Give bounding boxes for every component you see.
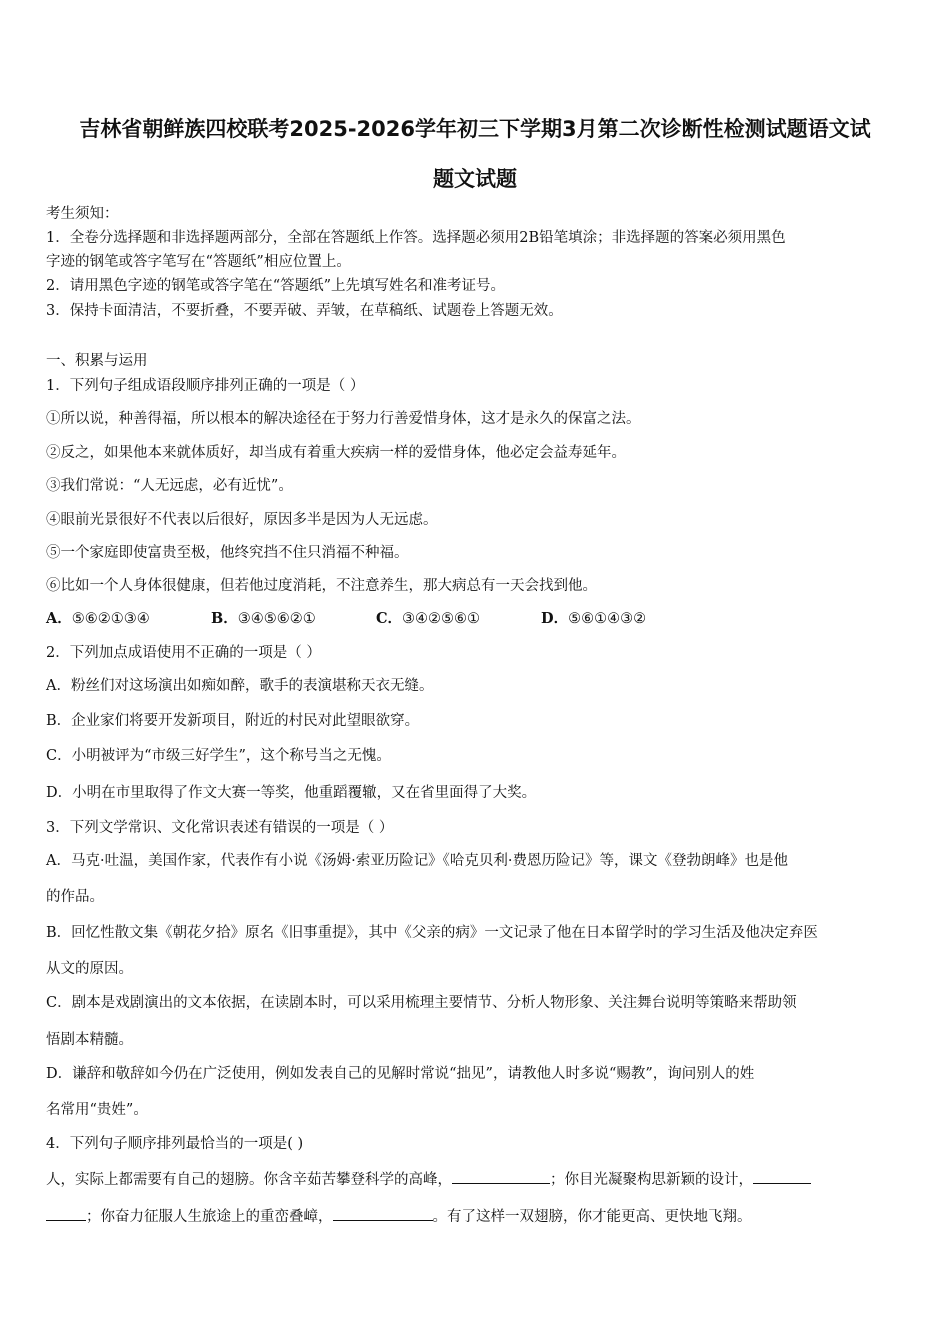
q1-option-b[interactable]: B．③④⑤⑥②① (211, 610, 316, 627)
q3-option-c-line1: C．剧本是戏剧演出的文本依据，在读剧本时，可以采用梳理主要情节、分析人物形象、关注舞台说明等策略来帮助领 (46, 995, 797, 1011)
notice-item-1a: 1．全卷分选择题和非选择题两部分，全部在答题纸上作答。选择题必须用2B铅笔填涂；非选择题的答案必须用黑色 (46, 230, 786, 246)
q4-passage-line1: 人，实际上都需要有自己的翅膀。你含辛茹苦攀登科学的高峰， ；你目光凝聚构思新颖的设计， (46, 1169, 811, 1189)
fill-blank-1[interactable] (452, 1169, 550, 1184)
q1-sentence-4: ④眼前光景很好不代表以后很好，原因多半是因为人无远虑。 (46, 512, 438, 528)
q1-sentence-6: ⑥比如一个人身体很健康，但若他过度消耗，不注意养生，那大病总有一天会找到他。 (46, 578, 597, 594)
q3-option-b-line2: 从文的原因。 (46, 961, 133, 977)
question-1-stem: 1．下列句子组成语段顺序排列正确的一项是（ ） (46, 378, 365, 394)
notice-item-1b: 字迹的钢笔或答字笔写在“答题纸”相应位置上。 (46, 254, 351, 270)
fill-blank-3[interactable] (333, 1206, 433, 1221)
section-heading: 一、积累与运用 (46, 353, 148, 369)
page-title-line1: 吉林省朝鲜族四校联考2025-2026学年初三下学期3月第二次诊断性检测试题语文试 (79, 117, 871, 141)
q2-option-a: A．粉丝们对这场演出如痴如醉，歌手的表演堪称天衣无缝。 (46, 678, 434, 694)
notice-heading: 考生须知： (46, 206, 119, 222)
page-title-line2: 题文试题 (433, 167, 517, 191)
question-3-stem: 3．下列文学常识、文化常识表述有错误的一项是（ ） (46, 820, 394, 836)
q3-option-a-line1: A．马克·吐温，美国作家，代表作有小说《汤姆·索亚历险记》《哈克贝利·费恩历险记》等，课文《登勃朗峰》也是他 (46, 853, 789, 869)
q3-option-b-line1: B．回忆性散文集《朝花夕拾》原名《旧事重提》，其中《父亲的病》一文记录了他在日本留学时的学习生活及他决定弃医 (46, 925, 818, 941)
q1-option-c[interactable]: C．③④②⑤⑥① (376, 610, 481, 627)
q1-sentence-2: ②反之，如果他本来就体质好，却当成有着重大疾病一样的爱惜身体，他必定会益寿延年。 (46, 445, 626, 461)
q3-option-c-line2: 悟剧本精髓。 (46, 1032, 133, 1048)
question-4-stem: 4．下列句子顺序排列最恰当的一项是( ) (46, 1136, 304, 1152)
q1-options (46, 610, 706, 628)
fill-blank-2b[interactable] (46, 1206, 86, 1221)
notice-item-2: 2．请用黑色字迹的钢笔或答字笔在“答题纸”上先填写姓名和准考证号。 (46, 278, 506, 294)
q1-option-d[interactable]: D．⑤⑥①④③② (541, 610, 647, 627)
q2-option-c: C．小明被评为“市级三好学生”，这个称号当之无愧。 (46, 748, 391, 764)
q3-option-d-line1: D．谦辞和敬辞如今仍在广泛使用，例如发表自己的见解时常说“拙见”，请教他人时多说“赐教”，询问别人的姓 (46, 1066, 755, 1082)
q2-option-b: B．企业家们将要开发新项目，附近的村民对此望眼欲穿。 (46, 713, 420, 729)
q1-sentence-3: ③我们常说：“人无远虑，必有近忧”。 (46, 478, 293, 494)
q1-sentence-5: ⑤一个家庭即使富贵至极，他终究挡不住只消福不种福。 (46, 545, 409, 561)
q2-option-d: D．小明在市里取得了作文大赛一等奖，他重蹈覆辙，又在省里面得了大奖。 (46, 785, 537, 801)
q1-sentence-1: ①所以说，种善得福，所以根本的解决途径在于努力行善爱惜身体，这才是永久的保富之法。 (46, 411, 641, 427)
question-2-stem: 2．下列加点成语使用不正确的一项是（ ） (46, 645, 321, 661)
q3-option-d-line2: 名常用“贵姓”。 (46, 1102, 148, 1118)
q4-passage-line2: ；你奋力征服人生旅途上的重峦叠嶂， 。有了这样一双翅膀，你才能更高、更快地飞翔。 (46, 1206, 752, 1226)
q3-option-a-line2: 的作品。 (46, 889, 104, 905)
notice-item-3: 3．保持卡面清洁，不要折叠，不要弄破、弄皱，在草稿纸、试题卷上答题无效。 (46, 303, 563, 319)
q1-option-a[interactable]: A．⑤⑥②①③④ (46, 610, 150, 627)
fill-blank-2a[interactable] (753, 1169, 811, 1184)
